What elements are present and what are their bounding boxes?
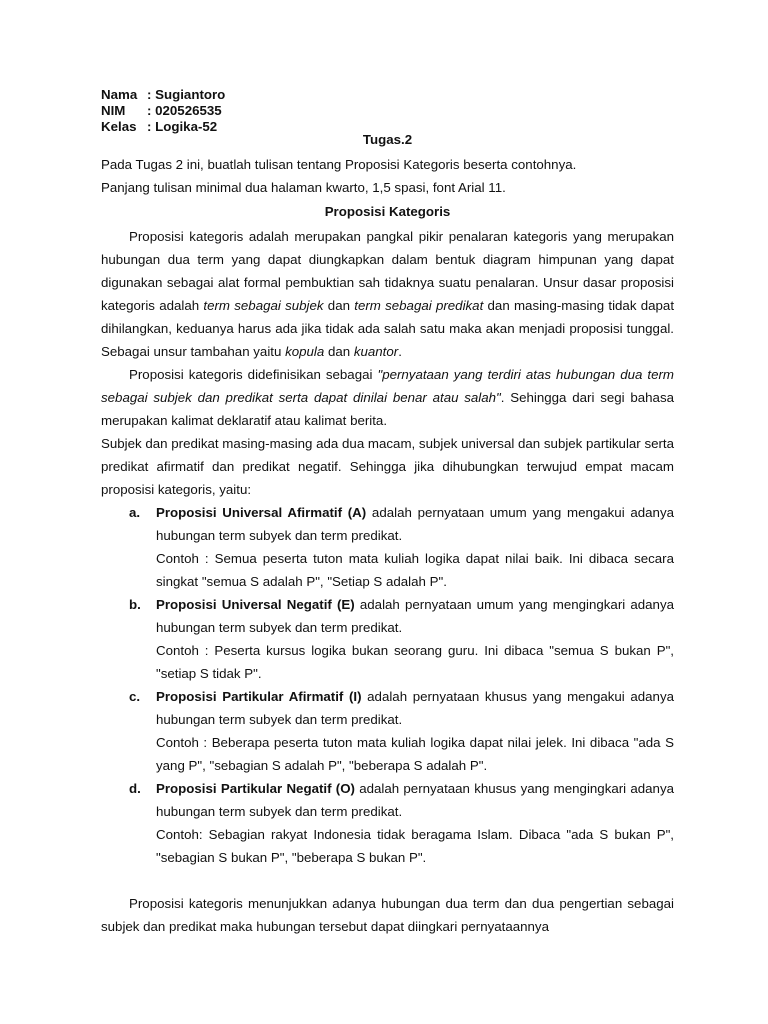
list-item <box>101 685 674 777</box>
proposition-title: Proposisi Partikular Afirmatif (I) <box>156 689 362 704</box>
nim-value: : 020526535 <box>147 103 222 118</box>
intro-line-1: Pada Tugas 2 ini, buatlah tulisan tentang Proposisi Kategoris beserta contohnya. <box>101 157 577 172</box>
proposition-example: Contoh : Semua peserta tuton mata kuliah logika dapat nilai baik. Ini dibaca secara singkat "semua S adalah P", "Setiap S adalah P". <box>156 551 674 589</box>
proposition-example: Contoh : Beberapa peserta tuton mata kuliah logika dapat nilai jelek. Ini dibaca "ada S yang P", "sebagian S adalah P", "beberapa S adalah P". <box>156 735 674 773</box>
student-info <box>101 87 674 135</box>
intro-line-2: Panjang tulisan minimal dua halaman kwarto, 1,5 spasi, font Arial 11. <box>101 180 506 195</box>
list-marker: b. <box>129 597 141 612</box>
p1-text: dan <box>324 344 354 359</box>
proposition-definition <box>156 593 674 639</box>
kelas-value: : Logika-52 <box>147 119 218 134</box>
name-row <box>101 87 674 103</box>
p1-italic-kuantor: kuantor <box>353 344 399 359</box>
proposition-example: Contoh : Peserta kursus logika bukan seorang guru. Ini dibaca "semua S bukan P", "setiap S tidak P". <box>156 643 674 681</box>
p1-text: . <box>398 344 402 359</box>
p1-italic-predikat: term sebagai predikat <box>354 298 484 313</box>
p2-text: . Sehingga dari segi bahasa merupakan kalimat deklaratif atau kalimat berita. <box>101 390 674 428</box>
proposition-title: Proposisi Universal Afirmatif (A) <box>156 505 367 520</box>
section-title: Proposisi Kategoris <box>324 204 451 219</box>
list-item-body <box>156 777 674 869</box>
name-value: : Sugiantoro <box>147 87 226 102</box>
list-item-body <box>156 685 674 777</box>
p1-text: dan <box>323 298 355 313</box>
paragraph-3: Subjek dan predikat masing-masing ada dua macam, subjek universal dan subjek partikular serta predikat afirmatif dan predikat negatif. Sehingga jika dihubungkan terwujud empat macam proposisi kategoris, yaitu: <box>101 436 674 497</box>
list-item <box>101 593 674 685</box>
p1-text: Proposisi kategoris adalah merupakan pangkal pikir penalaran kategoris yang merupakan hubungan dua term yang dapat diungkapkan dalam bentuk diagram himpunan yang dapat digunakan sebagai alat formal pembuktian sah tidaknya suatu penalaran. Unsur dasar proposisi kategoris adalah <box>101 229 674 313</box>
nim-label: NIM <box>101 103 126 118</box>
list-item <box>101 501 674 593</box>
proposition-desc: adalah pernyataan khusus yang mengakui adanya hubungan term subyek dan term predikat. <box>156 689 674 727</box>
p1-italic-subjek: term sebagai subjek <box>203 298 324 313</box>
paragraph-2 <box>101 363 674 432</box>
assignment-title: Tugas.2 <box>362 132 413 147</box>
proposition-definition <box>156 777 674 823</box>
list-marker: d. <box>129 781 141 796</box>
p2-italic-definition: "pernyataan yang terdiri atas hubungan dua term sebagai subjek dan predikat serta dapat dinilai benar atau salah" <box>101 367 674 405</box>
proposition-list <box>101 501 674 869</box>
list-item-body <box>156 501 674 593</box>
list-item <box>101 777 674 869</box>
proposition-desc: adalah pernyataan khusus yang mengingkari adanya hubungan term subyek dan term predikat. <box>156 781 674 819</box>
proposition-desc: adalah pernyataan umum yang mengakui adanya hubungan term subyek dan term predikat. <box>156 505 674 543</box>
proposition-example: Contoh: Sebagian rakyat Indonesia tidak beragama Islam. Dibaca "ada S bukan P", "sebagian S bukan P", "beberapa S bukan P". <box>156 827 674 865</box>
p2-text: Proposisi kategoris didefinisikan sebagai <box>129 367 378 382</box>
p1-italic-kopula: kopula <box>285 344 325 359</box>
proposition-desc: adalah pernyataan umum yang mengingkari adanya hubungan term subyek dan term predikat. <box>156 597 674 635</box>
kelas-label: Kelas <box>101 119 137 134</box>
proposition-definition <box>156 685 674 731</box>
p1-text: dan masing-masing tidak dapat dihilangkan, keduanya harus ada jika tidak ada salah satu maka akan menjadi proposisi tunggal. Sebagai unsur tambahan yaitu <box>101 298 675 359</box>
nim-row <box>101 103 674 119</box>
name-label: Nama <box>101 87 138 102</box>
paragraph-1 <box>101 225 674 363</box>
list-item-body <box>156 593 674 685</box>
proposition-definition <box>156 501 674 547</box>
list-marker: a. <box>129 505 141 520</box>
paragraph-4: Proposisi kategoris menunjukkan adanya hubungan dua term dan dua pengertian sebagai subjek dan predikat maka hubungan tersebut dapat diingkari pernyataannya <box>101 896 674 934</box>
proposition-title: Proposisi Partikular Negatif (O) <box>156 781 355 796</box>
list-marker: c. <box>129 689 141 704</box>
proposition-title: Proposisi Universal Negatif (E) <box>156 597 355 612</box>
